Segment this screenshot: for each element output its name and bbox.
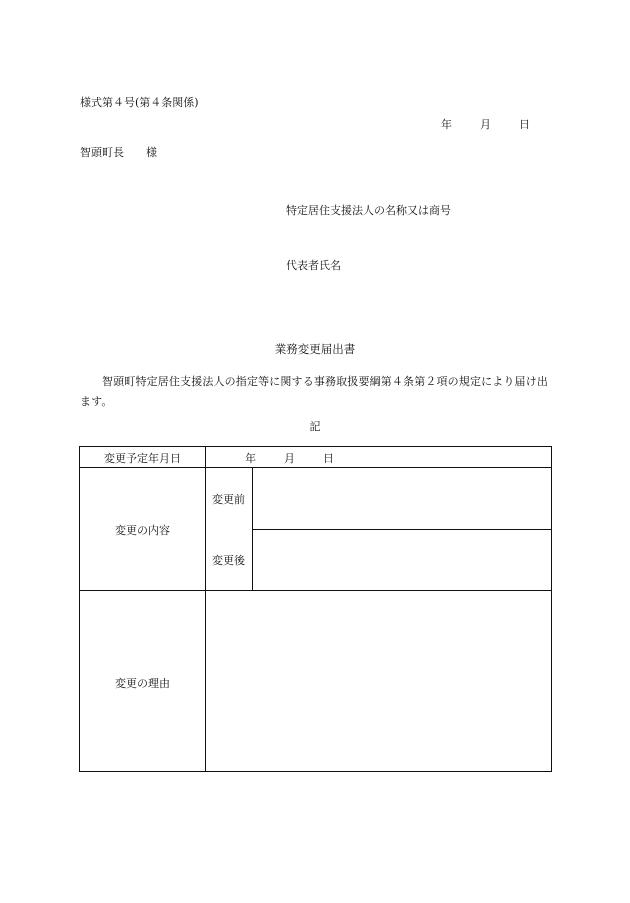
- after-change-label: 変更後: [212, 554, 245, 567]
- form-number: 様式第４号(第４条関係): [80, 96, 199, 109]
- date-year: 年: [441, 118, 452, 131]
- submission-date: [441, 119, 530, 130]
- ki-heading: 記: [309, 420, 321, 433]
- change-date-month: 月: [284, 452, 295, 465]
- date-month: 月: [480, 118, 491, 131]
- body-text: 智頭町特定居住支援法人の指定等に関する事務取扱要綱第４条第２項の規定により届け出ます。: [80, 375, 548, 408]
- column-divider-sub: [252, 467, 253, 590]
- corp-name-label: 特定居住支援法人の名称又は商号: [286, 204, 451, 217]
- row-divider-before-after: [252, 529, 551, 530]
- change-form-table: [79, 446, 552, 772]
- change-content-label: 変更の内容: [115, 524, 170, 537]
- row-divider-2: [80, 590, 551, 591]
- before-change-label: 変更前: [212, 493, 245, 506]
- addressee: [80, 147, 157, 158]
- change-date-day: 日: [323, 452, 334, 465]
- change-date-label: 変更予定年月日: [104, 452, 181, 465]
- addressee-honorific: 様: [146, 146, 157, 159]
- change-reason-label: 変更の理由: [115, 677, 170, 690]
- addressee-name: 智頭町長: [80, 146, 124, 159]
- representative-name-label: 代表者氏名: [286, 259, 341, 272]
- date-day: 日: [519, 118, 530, 131]
- change-date-year: 年: [245, 452, 256, 465]
- document-title: 業務変更届出書: [274, 342, 356, 356]
- change-date-value: [245, 453, 334, 464]
- row-divider-1: [80, 467, 551, 468]
